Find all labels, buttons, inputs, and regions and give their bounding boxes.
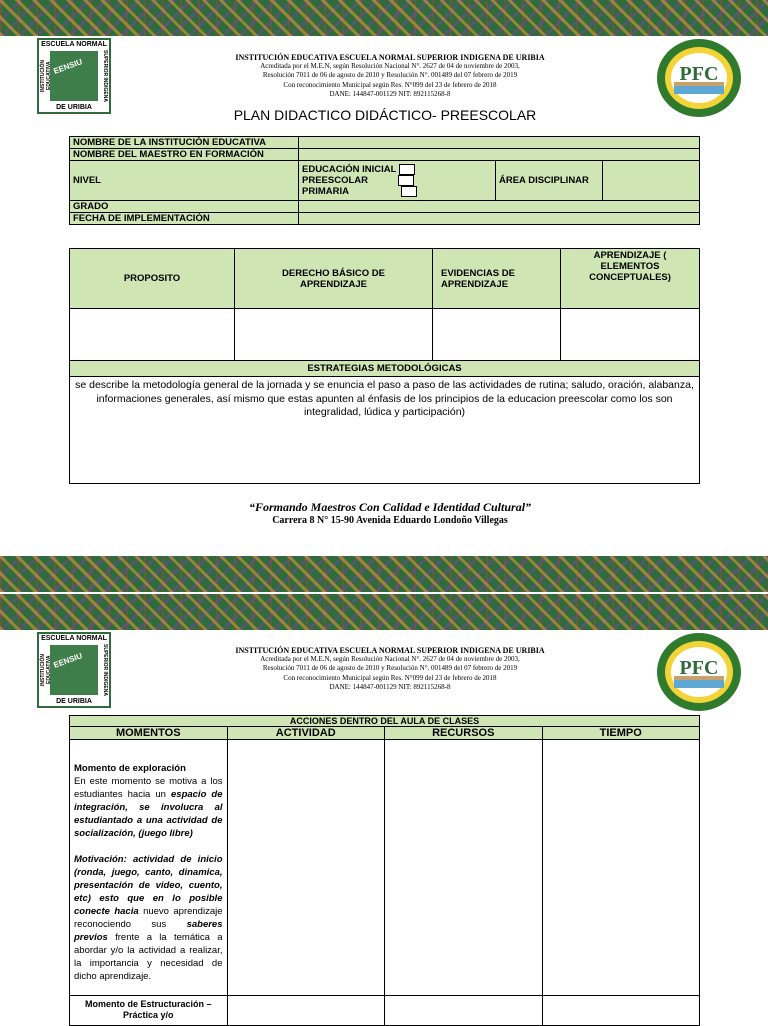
institution-line-4: DANE: 144847-001129 NIT: 892115268-8 (329, 682, 451, 691)
institution-line-1: Acreditada por el M.E.N, según Resolución Nacional N°. 2627 de 04 de noviembre de 2003, (260, 62, 520, 71)
level-checkbox-primaria[interactable] (401, 186, 417, 197)
logo-left-text: INSTITUCIÓN EDUCATIVA (40, 60, 52, 92)
dba-header: DERECHO BÁSICO DE APRENDIZAJE (235, 249, 433, 309)
actions-title: ACCIONES DENTRO DEL AULA DE CLASES (70, 716, 700, 727)
level-label: NIVEL (70, 161, 299, 201)
motivation-plain: nuevo aprendizaje reconociendo sus (74, 906, 223, 930)
decorative-band-middle-2 (0, 594, 768, 630)
activity-header: ACTIVIDAD (227, 727, 385, 740)
grade-value-cell[interactable] (299, 201, 700, 213)
logo-left-text: INSTITUCIÓN EDUCATIVA (40, 654, 52, 686)
institution-line-2: Resolución 7011 de 06 de agosto de 2010 y Resolución N°. 001489 del 07 febrero de 2019 (262, 664, 518, 673)
moments-header: MOMENTOS (70, 727, 228, 740)
grade-label: GRADO (70, 201, 299, 213)
logo-top-text: ESCUELA NORMAL (41, 635, 107, 642)
institution-header (180, 53, 600, 99)
date-label: FECHA DE IMPLEMENTACIÓN (70, 213, 299, 225)
logo-top-text: ESCUELA NORMAL (41, 41, 107, 48)
logo-bottom-text: DE URIBIA (56, 698, 92, 705)
level-option-inicial (302, 164, 492, 175)
area-value-cell[interactable] (603, 161, 700, 201)
level-checkbox-preescolar[interactable] (398, 175, 414, 186)
exploration-time-cell[interactable] (542, 740, 700, 996)
strategies-text[interactable]: se describe la metodología general de la jornada y se enuncia el paso a paso de las actividades de rutina; saludo, oración, alabanza, informaciones generales, así mismo que estas apunten al énfasis de los principios de la educacion preescolar como los son integralidad, lúdica y participación) (70, 377, 700, 484)
level-option-preescolar (302, 175, 492, 186)
level-option-primaria (302, 186, 492, 197)
structuring-resources-cell[interactable] (385, 996, 543, 1026)
motivation-emphasis: Motivación: actividad de inicio (ronda, juego, canto, dinamica, presentación de video, cuento, etc) esto que en lo posible conecte hacia (74, 854, 223, 917)
exploration-text-emphasis: espacio de integración, se involucra al estudiantado a una actividad de socialización, (juego libre) (74, 789, 223, 839)
institution-line-3: Con reconocimiento Municipal según Res. N°099 del 23 de febrero de 2018 (283, 80, 497, 89)
dba-cell[interactable] (235, 309, 433, 361)
learning-header: APRENDIZAJE ( ELEMENTOS CONCEPTUALES) (561, 249, 700, 309)
structuring-activity-cell[interactable] (227, 996, 385, 1026)
address: Carrera 8 N° 15-90 Avenida Eduardo Londoño Villegas (272, 515, 508, 526)
level-checkbox-inicial[interactable] (399, 164, 415, 175)
pfc-logo-text: PFC (679, 63, 719, 85)
level-option-label: PRIMARIA (302, 186, 349, 198)
evidence-cell[interactable] (433, 309, 561, 361)
exploration-resources-cell[interactable] (385, 740, 543, 996)
time-header: TIEMPO (542, 727, 700, 740)
exploration-title: Momento de exploración (74, 763, 186, 774)
evidence-header: EVIDENCIAS DE APRENDIZAJE (433, 249, 561, 309)
school-logo-page-2 (37, 632, 111, 708)
school-logo (37, 38, 111, 114)
motivation-text (74, 853, 223, 983)
exploration-activity-cell[interactable] (227, 740, 385, 996)
exploration-text-plain: En este momento se motiva a los estudiantes hacia un (74, 776, 223, 800)
motivation-prior-knowledge: saberes previos (74, 919, 223, 943)
decorative-band-middle-1 (0, 556, 768, 592)
logo-right-text: SUPERIOR INDIGENA (102, 644, 108, 696)
level-options (299, 161, 496, 201)
logo-watermark: EENSIU (52, 57, 84, 76)
motivation-plain-2: frente a la temática a abordar y/o la actividad a realizar, la importancia y necesidad de dicho aprendizaje. (74, 932, 223, 982)
pfc-logo (656, 38, 742, 118)
pfc-logo-page-2 (656, 632, 742, 712)
institution-name: INSTITUCIÓN EDUCATIVA ESCUELA NORMAL SUPERIOR INDIGENA DE URIBIA (235, 646, 545, 655)
decorative-band-top (0, 0, 768, 36)
purpose-header: PROPOSITO (70, 249, 235, 309)
learning-cell[interactable] (561, 309, 700, 361)
institution-value-cell[interactable] (299, 137, 700, 149)
resources-header: RECURSOS (385, 727, 543, 740)
institution-header-page-2 (180, 646, 600, 692)
area-label: ÁREA DISCIPLINAR (496, 161, 603, 201)
strategies-header: ESTRATEGIAS METODOLÓGICAS (70, 361, 700, 377)
institution-label: NOMBRE DE LA INSTITUCIÓN EDUCATIVA (70, 137, 299, 149)
level-option-label: PREESCOLAR (302, 175, 368, 186)
logo-right-text: SUPERIOR INDIGENA (102, 50, 108, 102)
plan-table (69, 248, 700, 484)
purpose-cell[interactable] (70, 309, 235, 361)
info-table (69, 136, 700, 225)
teacher-value-cell[interactable] (299, 149, 700, 161)
institution-line-1: Acreditada por el M.E.N, según Resolución Nacional N°. 2627 de 04 de noviembre de 2003, (260, 655, 520, 664)
institution-line-3: Con reconocimiento Municipal según Res. N°099 del 23 de febrero de 2018 (283, 673, 497, 682)
logo-watermark: EENSIU (52, 651, 84, 670)
logo-bottom-text: DE URIBIA (56, 104, 92, 111)
footer (180, 500, 600, 526)
institution-line-4: DANE: 144847-001129 NIT: 892115268-8 (329, 89, 451, 98)
exploration-moment-cell[interactable] (70, 740, 228, 996)
actions-table (69, 715, 700, 1026)
motto: “Formando Maestros Con Calidad e Identidad Cultural” (248, 500, 532, 514)
level-option-label: EDUCACIÓN INICIAL (302, 163, 397, 175)
structuring-moment-cell[interactable]: Momento de Estructuración – Práctica y/o (70, 996, 228, 1026)
exploration-text (74, 775, 223, 840)
institution-name: INSTITUCIÓN EDUCATIVA ESCUELA NORMAL SUPERIOR INDIGENA DE URIBIA (235, 53, 545, 62)
structuring-time-cell[interactable] (542, 996, 700, 1026)
pfc-logo-text: PFC (679, 657, 719, 679)
document-title: PLAN DIDACTICO DIDÁCTICO- PREESCOLAR (233, 107, 537, 123)
teacher-label: NOMBRE DEL MAESTRO EN FORMACIÓN (70, 149, 299, 161)
date-value-cell[interactable] (299, 213, 700, 225)
institution-line-2: Resolución 7011 de 06 de agosto de 2010 y Resolución N°. 001489 del 07 febrero de 2019 (262, 71, 518, 80)
